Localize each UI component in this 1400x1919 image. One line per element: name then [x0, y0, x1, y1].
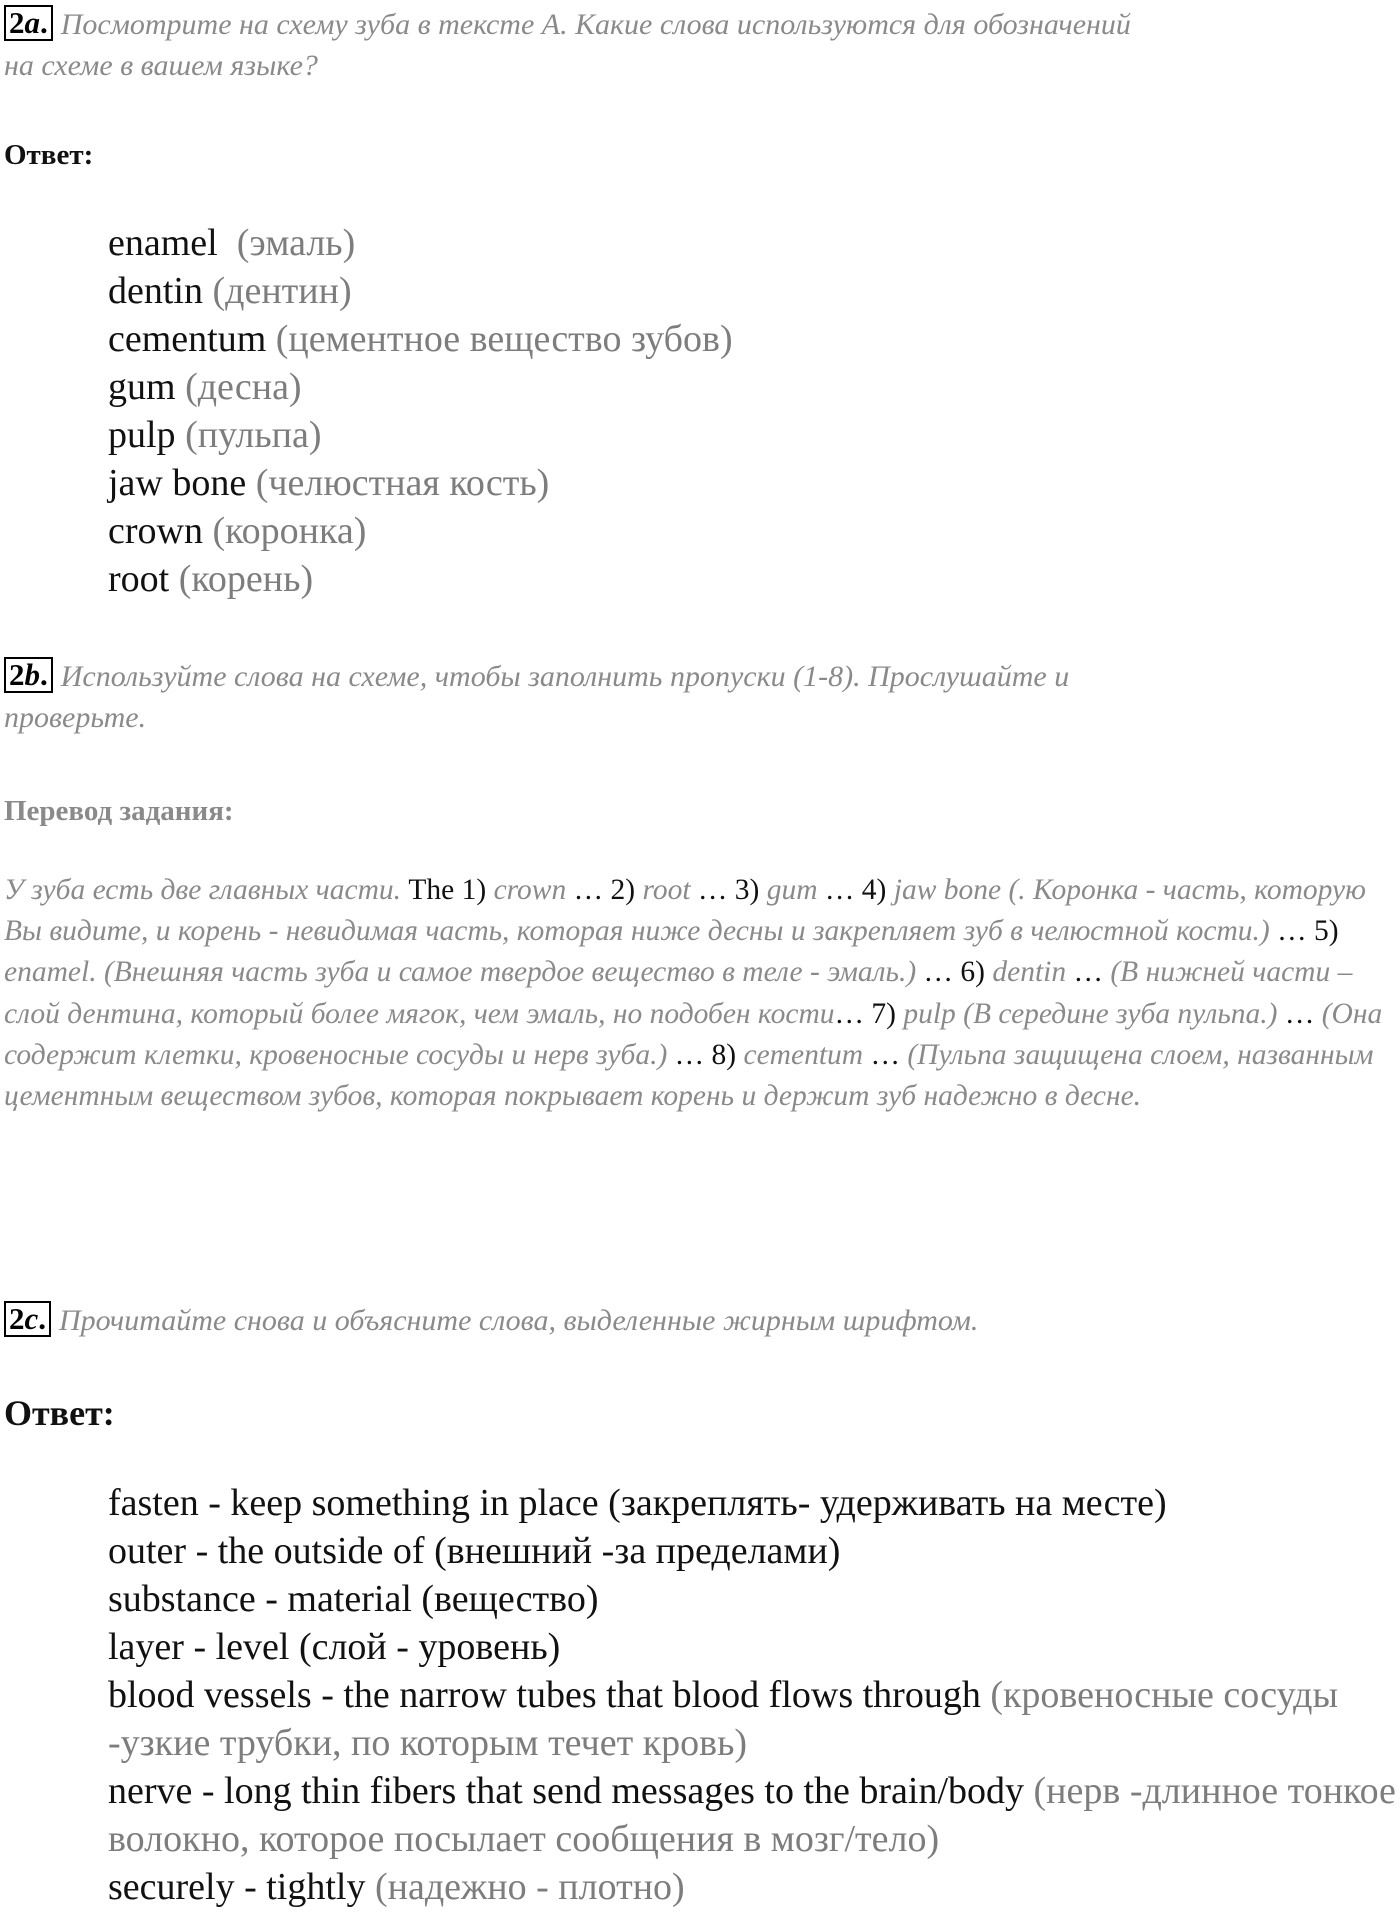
definition-item	[108, 1623, 1398, 1671]
definition-text: outer - the outside of (внешний -за пределами)	[108, 1530, 841, 1572]
task-2b-line1	[4, 656, 1394, 697]
definition-text: nerve - long thin fibers that send messages to the brain/body	[108, 1770, 1025, 1812]
term-span: root	[642, 874, 691, 906]
definition-text: blood vessels - the narrow tubes that blood flows through	[108, 1674, 981, 1716]
task-2a-line1	[4, 4, 1394, 45]
text-span: … 2)	[566, 874, 643, 906]
text-span: … 7)	[834, 997, 904, 1030]
text-span: (В нижней части – слой дентина, который более мягок, чем эмаль, но подобен кости	[4, 956, 1353, 1030]
badge-number: 2	[9, 1301, 25, 1336]
vocab-item	[108, 267, 733, 315]
definition-item	[108, 1863, 1398, 1911]
term-span: enamel	[4, 956, 90, 989]
task-2a-text-line1: Посмотрите на схему зуба в тексте А. Какие слова используются для обозначений	[60, 8, 1131, 41]
vocab-term: gum	[108, 366, 176, 408]
badge-number: 2	[9, 657, 25, 692]
vocab-item	[108, 555, 733, 603]
definition-text: fasten - keep something in place (закреплять- удерживать на месте)	[108, 1482, 1167, 1524]
term-span: gum	[766, 874, 818, 906]
vocab-term: root	[108, 558, 170, 600]
text-span: У зуба есть две главных части.	[4, 874, 409, 906]
task-2c-line1	[4, 1300, 1394, 1341]
task-2b-text-line2: проверьте.	[4, 701, 147, 734]
badge-letter: b	[24, 657, 40, 692]
text-span: The 1)	[408, 874, 494, 906]
vocab-item	[108, 459, 733, 507]
vocab-term: crown	[108, 510, 203, 552]
definition-translation: (надежно - плотно)	[365, 1866, 685, 1908]
vocab-item	[108, 219, 733, 267]
badge-number: 2	[9, 5, 25, 40]
badge-dot: .	[40, 657, 48, 692]
vocab-term: pulp	[108, 414, 176, 456]
definition-item	[108, 1575, 1398, 1623]
vocab-translation: (коронка)	[212, 510, 367, 552]
vocab-term: jaw bone	[108, 462, 247, 504]
translation-paragraph	[4, 870, 1396, 1117]
vocab-term: dentin	[108, 270, 203, 312]
task-2b-badge	[4, 657, 53, 693]
text-span: . (Внешняя часть зуба и самое твердое вещество в теле - эмаль.)	[89, 956, 917, 989]
vocab-translation: (дентин)	[212, 270, 352, 312]
task-2a-text-line2: на схеме в вашем языке?	[4, 49, 318, 82]
definition-text: substance - material (вещество)	[108, 1578, 599, 1620]
vocab-item	[108, 363, 733, 411]
badge-letter: c	[24, 1301, 39, 1336]
vocab-translation: (челюстная кость)	[255, 462, 550, 504]
text-span: … 6)	[916, 956, 993, 989]
vocab-translation: (пульпа)	[185, 414, 322, 456]
definition-item	[108, 1527, 1398, 1575]
definition-item	[108, 1767, 1398, 1863]
answer-2a-label: Ответ:	[4, 139, 94, 171]
definition-item	[108, 1479, 1398, 1527]
term-span: jaw bone (. Коронка - часть, которую Вы видите, и корень - невидимая часть, которая ниже десны и закрепляет зуб в челюстной кости.)	[4, 874, 1366, 948]
task-2a-badge	[4, 5, 53, 41]
vocab-item	[108, 315, 733, 363]
text-span: … 8)	[667, 1038, 744, 1071]
task-2c-badge	[4, 1301, 51, 1337]
vocab-item	[108, 507, 733, 555]
definition-translation: (нерв -длинное тонкое волокно, которое посылает сообщения в мозг/тело)	[108, 1770, 1396, 1860]
term-span: crown	[493, 874, 567, 906]
text-span: … 3)	[690, 874, 767, 906]
vocab-translation: (цементное вещество зубов)	[275, 318, 733, 360]
task-2c	[4, 1300, 1394, 1341]
definition-text: securely - tightly	[108, 1866, 366, 1908]
answer-2c-label: Ответ:	[4, 1393, 115, 1433]
definition-translation: (кровеносные сосуды -узкие трубки, по которым течет кровь)	[108, 1674, 1339, 1764]
task-2b	[4, 656, 1394, 738]
text-span: …	[1277, 997, 1322, 1030]
definition-item	[108, 1671, 1398, 1767]
term-span: pulp (В середине зуба пульпа.)	[903, 997, 1278, 1030]
vocab-term: cementum	[108, 318, 267, 360]
task-2c-text-line1: Прочитайте снова и объясните слова, выделенные жирным шрифтом.	[59, 1304, 979, 1337]
badge-dot: .	[38, 1301, 47, 1336]
text-span: (Пульпа защищена слоем, названным цементным веществом зубов, которая покрывает корень и держит зуб надежно в десне.	[4, 1038, 1374, 1113]
term-span: dentin	[992, 956, 1067, 989]
text-span: … 4)	[817, 874, 894, 906]
vocab-translation: (десна)	[185, 366, 302, 408]
definitions-list	[108, 1479, 1398, 1911]
vocab-translation: (корень)	[178, 558, 314, 600]
task-2b-text-line1: Используйте слова на схеме, чтобы заполнить пропуски (1-8). Прослушайте и	[60, 660, 1070, 693]
text-span: …	[1066, 956, 1111, 989]
definition-text: layer - level (слой - уровень)	[108, 1626, 561, 1668]
vocab-term: enamel	[108, 222, 218, 264]
vocab-item	[108, 411, 733, 459]
vocab-list	[108, 219, 733, 603]
text-span: … 5)	[1269, 915, 1339, 948]
badge-letter: a	[24, 5, 40, 40]
text-span: (Она содержит клетки, кровеносные сосуды и нерв зуба.)	[4, 997, 1383, 1071]
vocab-translation: (эмаль)	[236, 222, 356, 264]
task-2a	[4, 4, 1394, 86]
text-span: …	[863, 1038, 908, 1071]
badge-dot: .	[40, 5, 48, 40]
term-span: cementum	[743, 1038, 864, 1071]
translation-label: Перевод задания:	[4, 795, 234, 827]
